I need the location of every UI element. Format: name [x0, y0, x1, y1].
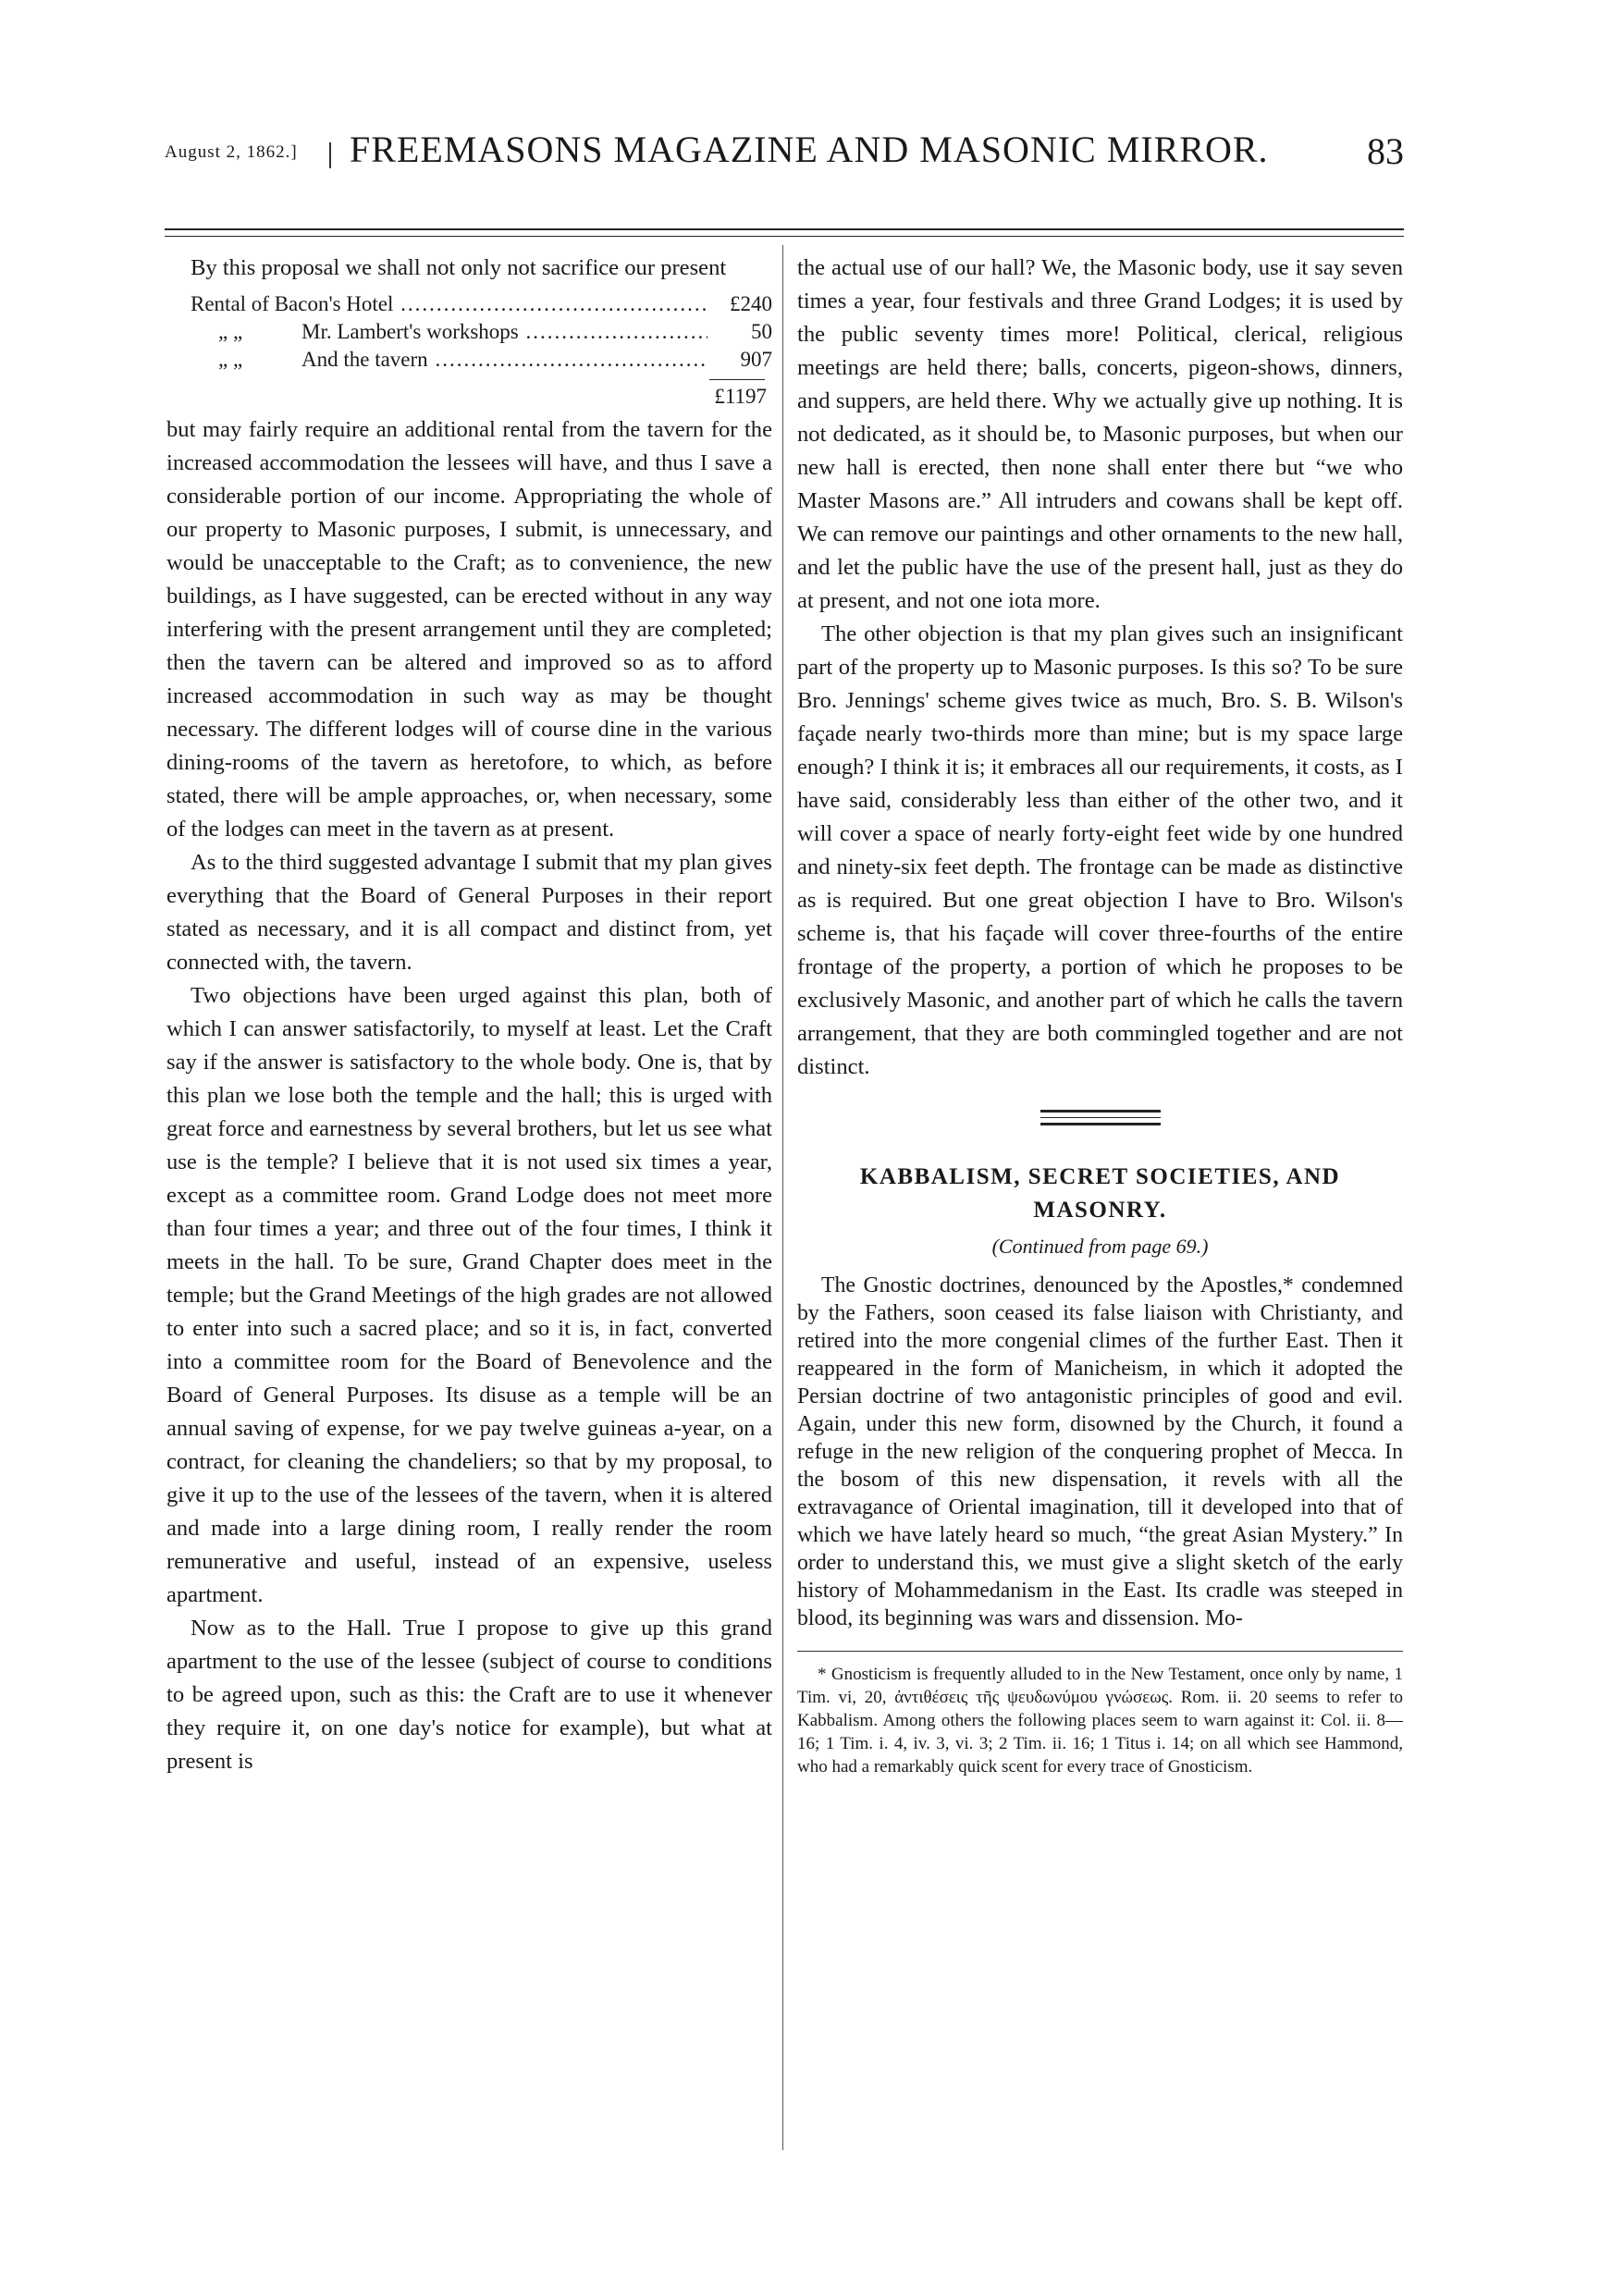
rental-label: Rental of Bacon's Hotel .....	[191, 290, 707, 318]
rental-total: £1197	[714, 385, 767, 408]
body-paragraph: but may fairly require an additional rental from the tavern for the increased accommodation the lessees will have, and thus I save a considerable portion of our income. Appropriating the whole of our property to Masonic purposes, I submit, is unnecessary, and would be unacceptable to the Craft; as to convenience, the new buildings, as I have suggested, can be erected without in any way interfering with the present arrangement until they are completed; then the tavern can be altered and improved so as to afford increased accommodation in such way as may be thought necessary. The different lodges will of course dine in the various dining-rooms of the tavern as heretofore, to which, as before stated, there will be ample approaches, or, when necessary, some of the lodges can meet in the tavern as at present.	[166, 417, 772, 842]
section-subtitle: (Continued from page 69.)	[991, 1235, 1209, 1258]
right-column	[797, 252, 1403, 1778]
body-paragraph: Now as to the Hall. True I propose to give up this grand apartment to the use of the lessee (subject of course to conditions to be agreed upon, such as this: the Craft are to use it whenever they require it, on one day's notice for example), but what at present is	[166, 1616, 772, 1774]
page-number: 83	[1367, 130, 1404, 172]
ditto-marks: „ „	[218, 348, 243, 371]
issue-date: August 2, 1862.]	[165, 142, 298, 162]
rental-label: And the tavern .....	[301, 346, 707, 374]
rental-amount: £240	[730, 292, 772, 315]
rental-amount: 907	[740, 348, 772, 371]
body-paragraph: The other objection is that my plan gives such an insignificant part of the property up to Masonic purposes. Is this so? To be sure Bro. Jennings' scheme gives twice as much, Bro. S. B. Wilson's façade nearly two-thirds more than mine; but is my space large enough? I think it is; it embraces all our requirements, it costs, as I have said, considerably less than either of the other two, and it will cover a space of nearly forty-eight feet wide by one hundred and ninety-six feet depth. The frontage can be made as distinctive as is required. But one great objection I have to Bro. Wilson's scheme is, that his façade will cover three-fourths of the entire frontage of the property, a portion of which he proposes to be exclusively Masonic, and another part of which he calls the tavern arrangement, that they are both commingled together and are not distinct.	[797, 621, 1403, 1079]
rental-row	[166, 290, 772, 318]
page-header	[165, 129, 1404, 185]
rental-row	[166, 318, 772, 346]
body-paragraph: the actual use of our hall? We, the Masonic body, use it say seven times a year, four festivals and three Grand Lodges; it is used by the public seventy times more! Political, clerical, religious meetings are held there; balls, concerts, pigeon-shows, dinners, and suppers, are held there. Why we actually give up nothing. It is not dedicated, as it should be, to Masonic purposes, but when our new hall is erected, then none shall enter there but “we who Master Masons are.” All intruders and cowans shall be kept off. We can remove our paintings and other ornaments to the new hall, and let the public have the use of the present hall, just as they do at present, and not one iota more.	[797, 255, 1403, 613]
header-rule	[165, 228, 1404, 230]
section-title: KABBALISM, SECRET SOCIETIES, AND MASONRY.	[859, 1164, 1341, 1223]
section-paragraph: The Gnostic doctrines, denounced by the Apostles,* condemned by the Fathers, soon ceased its false liaison with Christianty, and retired into the more congenial climes of the further East. Then it reappeared in the form of Manicheism, in which it adopted the Persian doctrine of two antagonistic principles of good and evil. Again, under this new form, disowned by the Church, it found a refuge in the new religion of the conquering prophet of Mecca. In the bosom of this new dispensation, it revels with all the extravagance of Oriental imagination, till it developed into that of which we have lately heard so much, “the great Asian Mystery.” In order to understand this, we must give a slight sketch of the early history of Mohammedanism in the East. Its cradle was steeped in blood, its beginning was wars and dissension. Mo-	[797, 1273, 1403, 1630]
footnote: * Gnosticism is frequently alluded to in the New Testament, once only by name, 1 Tim. vi, 20, ἀντιθέσεις τῆς ψευδωνύμου γνώσεως. Rom. ii. 20 seems to refer to Kabbalism. Among others the following places seem to warn against it: Col. ii. 8—16; 1 Tim. i. 4, iv. 3, vi. 3; 2 Tim. ii. 16; 1 Titus i. 14; on all which see Hammond, who had a remarkably quick scent for every trace of Gnosticism.	[797, 1665, 1403, 1777]
body-paragraph: As to the third suggested advantage I submit that my plan gives everything that the Board of General Purposes in their report stated as necessary, and it is all compact and distinct from, yet connected with, the tavern.	[166, 850, 772, 975]
rental-label: Mr. Lambert's workshops .....	[301, 318, 707, 346]
column-divider	[782, 245, 783, 2150]
footnote-rule	[797, 1651, 1403, 1652]
ditto-marks: „ „	[218, 320, 243, 343]
rental-amount: 50	[751, 320, 772, 343]
body-paragraph: Two objections have been urged against this plan, both of which I can answer satisfactorily, to myself at least. Let the Craft say if the answer is satisfactory to the whole body. One is, that by this plan we lose both the temple and the hall; this is urged with great force and earnestness by several brothers, but let us see what use is the temple? I believe that it is not used six times a year, except as a committee room. Grand Lodge does not meet more than four times a year; and three out of the four times, I think it meets in the hall. To be sure, Grand Chapter does meet in the temple; but the Grand Meetings of the high grades are not allowed to enter into such a sacred place; and so it is, in fact, converted into a committee room for the Board of Benevolence and the Board of General Purposes. Its disuse as a temple will be an annual saving of expense, for we pay twelve guineas a-year, on a contract, for cleaning the chandeliers; so that by my proposal, to give it up to the use of the lessees of the tavern, when it is altered and made into a large dining room, I really render the room remunerative and useful, instead of an expensive, useless apartment.	[166, 983, 772, 1607]
header-rule-thin	[165, 236, 1404, 237]
header-separator	[329, 142, 331, 168]
section-ornament	[1040, 1110, 1161, 1125]
rental-row	[166, 346, 772, 374]
rental-table	[166, 290, 772, 413]
magazine-title: FREEMASONS MAGAZINE AND MASONIC MIRROR.	[350, 129, 1269, 170]
left-column	[166, 252, 772, 1778]
intro-paragraph: By this proposal we shall not only not sacrifice our present	[191, 255, 727, 280]
